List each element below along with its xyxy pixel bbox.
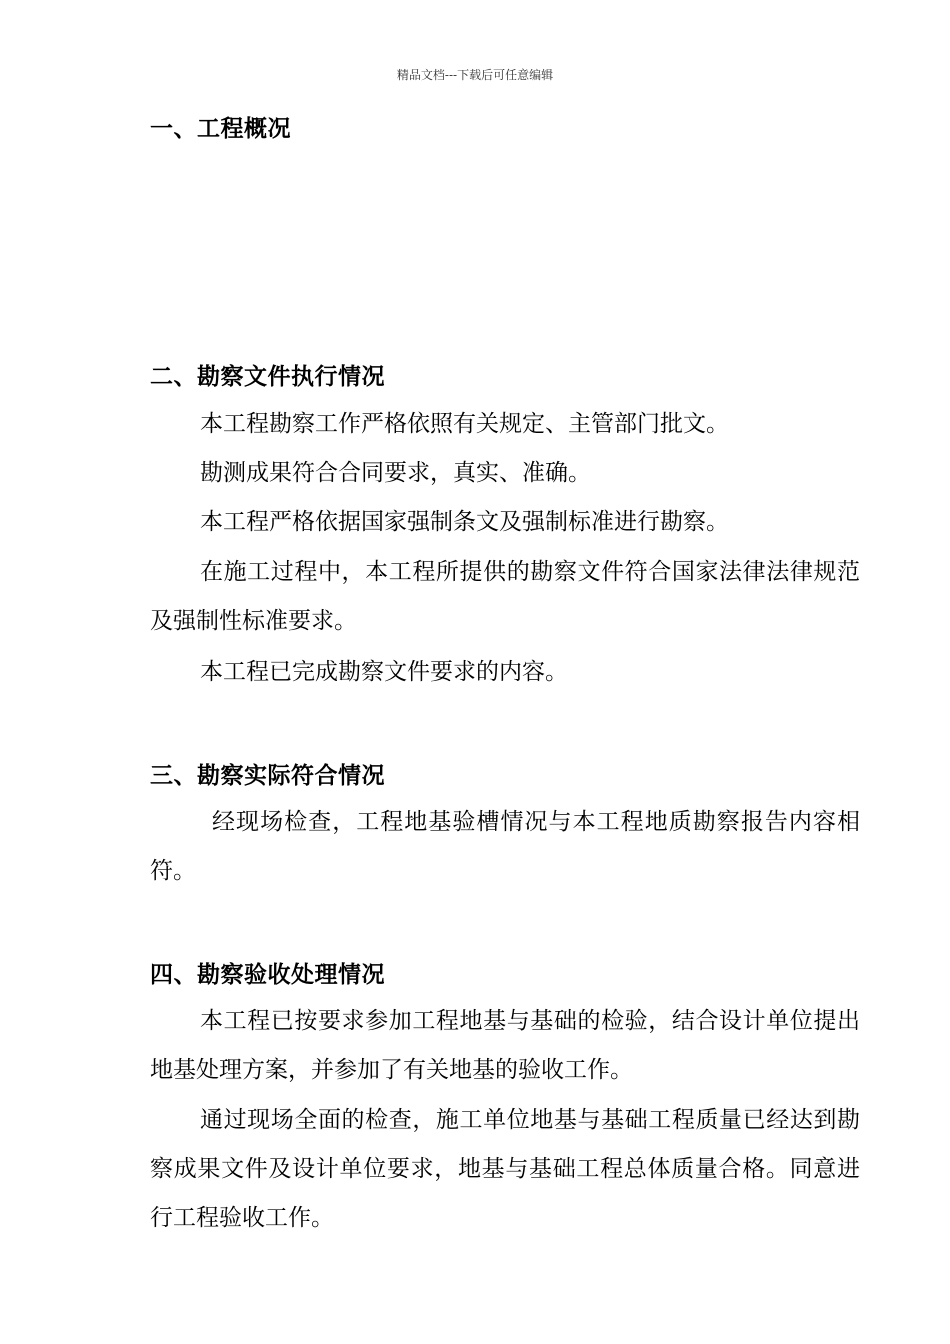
paragraph: 本工程已按要求参加工程地基与基础的检验，结合设计单位提出地基处理方案，并参加了有关地基的验收工作。 xyxy=(150,1008,860,1083)
paragraph: 经现场检查，工程地基验槽情况与本工程地质勘察报告内容相符。 xyxy=(150,809,860,884)
section-title-conformity: 三、勘察实际符合情况 xyxy=(150,763,385,789)
section-title-overview: 一、工程概况 xyxy=(150,116,291,142)
paragraph: 本工程已完成勘察文件要求的内容。 xyxy=(200,659,568,685)
paragraph: 通过现场全面的检查，施工单位地基与基础工程质量已经达到勘察成果文件及设计单位要求，地基与基础工程总体质量合格。同意进行工程验收工作。 xyxy=(150,1107,860,1231)
paragraph: 本工程勘察工作严格依照有关规定、主管部门批文。 xyxy=(200,411,729,437)
section-title-acceptance: 四、勘察验收处理情况 xyxy=(150,962,385,988)
paragraph: 勘测成果符合合同要求，真实、准确。 xyxy=(200,460,591,486)
section-title-execution: 二、勘察文件执行情况 xyxy=(150,364,385,390)
paragraph: 本工程严格依据国家强制条文及强制标准进行勘察。 xyxy=(200,509,729,535)
page-header: 精品文档---下载后可任意编辑 xyxy=(396,68,554,82)
paragraph: 在施工过程中，本工程所提供的勘察文件符合国家法律法律规范及强制性标准要求。 xyxy=(150,559,860,634)
